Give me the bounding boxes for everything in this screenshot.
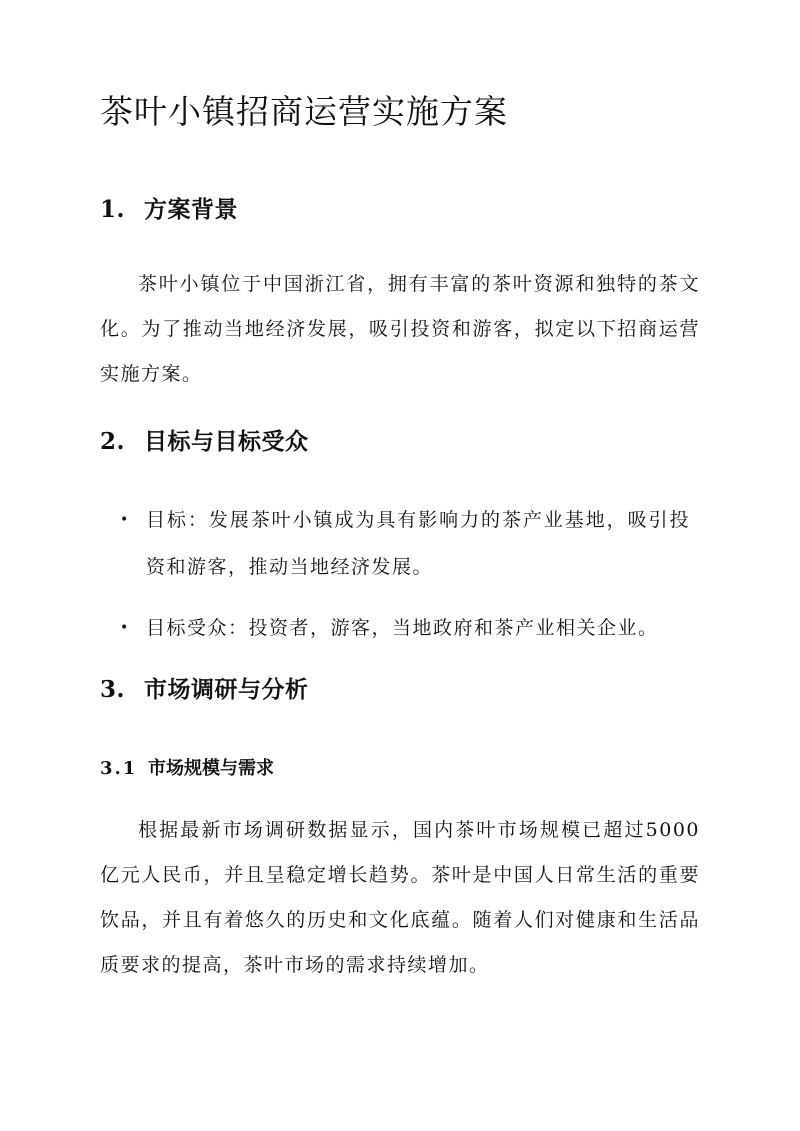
section-title: 目标与目标受众 bbox=[144, 428, 309, 455]
market-size-paragraph: 根据最新市场调研数据显示，国内茶叶市场规模已超过5000亿元人民币，并且呈稳定增长趋势。茶叶是中国人日常生活的重要饮品，并且有着悠久的历史和文化底蕴。随着人们对健康和生活品质要求的提高，茶叶市场的需求持续增加。 bbox=[100, 819, 700, 976]
bullet-text: 目标受众：投资者，游客，当地政府和茶产业相关企业。 bbox=[146, 617, 659, 639]
section-number: 2. bbox=[100, 428, 126, 455]
section-number: 3. bbox=[100, 676, 126, 703]
background-paragraph: 茶叶小镇位于中国浙江省，拥有丰富的茶叶资源和独特的茶文化。为了推动当地经济发展，吸引投资和游客，拟定以下招商运营实施方案。 bbox=[100, 273, 700, 385]
section-heading-background bbox=[100, 196, 238, 224]
subsection-number: 3.1 bbox=[100, 758, 138, 779]
bullet-item-audience bbox=[120, 605, 690, 652]
bullet-dot: • bbox=[120, 620, 130, 636]
subsection-heading-market-size bbox=[100, 758, 274, 780]
section-title: 方案背景 bbox=[144, 196, 238, 223]
bullet-dot: • bbox=[120, 512, 130, 528]
section-number: 1. bbox=[100, 196, 126, 223]
subsection-title: 市场规模与需求 bbox=[148, 758, 274, 779]
section-heading-goals bbox=[100, 428, 309, 456]
section-title: 市场调研与分析 bbox=[144, 676, 309, 703]
bullet-text: 目标：发展茶叶小镇成为具有影响力的茶产业基地，吸引投资和游客，推动当地经济发展。 bbox=[146, 509, 690, 578]
document-title: 茶叶小镇招商运营实施方案 bbox=[100, 92, 508, 131]
bullet-item-goal bbox=[120, 497, 690, 591]
section-heading-market bbox=[100, 676, 309, 704]
